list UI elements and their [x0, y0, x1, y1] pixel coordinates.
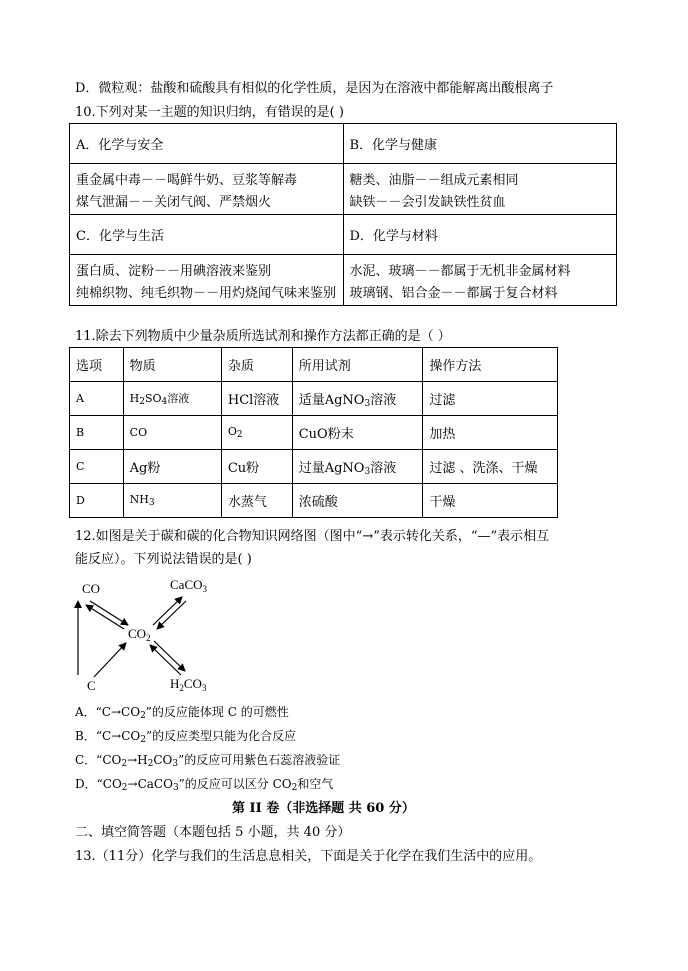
q11-row-d [70, 484, 558, 518]
q11-b-method: 加热 [423, 416, 558, 450]
q11-header-option: 选项 [70, 348, 124, 382]
q11-header-reagent: 所用试剂 [292, 348, 423, 382]
q11-c-substance: Ag粉 [123, 450, 221, 484]
q9-option-d: D．微粒观：盐酸和硫酸具有相似的化学性质，是因为在溶液中都能解离出酸根离子 [75, 81, 554, 96]
q10-b-line2: 缺铁－－会引发缺铁性贫血 [349, 195, 506, 210]
q11-a-substance: $H_2SO_4$溶液 [123, 382, 221, 416]
q10-d-line2: 玻璃钢、铝合金－－都属于复合材料 [349, 286, 558, 301]
q11-c-impurity: Cu粉 [221, 450, 292, 484]
section2-title: 第 II 卷（非选择题 共 60 分） [232, 801, 415, 816]
q11-b-impurity: $O_2$ [221, 416, 292, 450]
q10-cell-d-title: D．化学与材料 [343, 215, 617, 255]
arrow-co2-to-h2co3 [154, 641, 185, 671]
q11-b-reagent: CuO粉末 [292, 416, 423, 450]
q10-cell-b-title: B．化学与健康 [343, 124, 617, 164]
q12-option-b: B．“$C\to CO_2$”的反应类型只能为化合反应 [75, 729, 297, 745]
section2-part-heading: 二、填空简答题（本题包括 5 小题，共 40 分） [75, 825, 351, 840]
q11-d-method: 干燥 [423, 484, 558, 518]
q12-option-a: A．“$C\to CO_2$”的反应能体现 C 的可燃性 [75, 705, 289, 721]
q10-cell-a-title: A．化学与安全 [70, 124, 344, 164]
q11-row-a [70, 382, 558, 416]
q10-b-line1: 糖类、油脂－－组成元素相同 [349, 173, 519, 188]
q11-table [69, 347, 558, 518]
arrow-co2-to-co [86, 605, 124, 629]
q10-cell-d-body [343, 255, 617, 306]
q10-stem: 10.下列对某一主题的知识归纳，有错误的是( ) [75, 105, 344, 120]
node-c: C [87, 678, 96, 693]
q12-option-c: C．“$CO_2\to H_2CO_3$”的反应可用紫色石蕊溶液验证 [75, 753, 341, 769]
q12-stem-line2: 能反应）。下列说法错误的是( ) [75, 552, 252, 567]
arrow-co2-to-caco3 [153, 597, 182, 625]
q11-a-impurity: HCl溶液 [221, 382, 292, 416]
q11-d-substance: $NH_3$ [123, 484, 221, 518]
node-caco3: CaCO$_3$ [170, 577, 207, 594]
q12-stem-line1: 12.如图是关于碳和碳的化合物知识网络图（图中“→”表示转化关系，“—”表示相互 [75, 529, 550, 544]
q10-cell-b-body [343, 164, 617, 215]
arrow-h2co3-to-co2 [150, 645, 181, 675]
q11-c-reagent: 过量AgNO$_3$溶液 [292, 450, 423, 484]
q11-row-c [70, 450, 558, 484]
q11-a-reagent: 适量AgNO$_3$溶液 [292, 382, 423, 416]
q10-cell-c-body [70, 255, 344, 306]
node-co: CO [82, 581, 101, 596]
q10-a-line2: 煤气泄漏－－关闭气阀、严禁烟火 [76, 195, 272, 210]
q11-b-substance: CO [123, 416, 221, 450]
arrow-caco3-to-co2 [157, 601, 186, 629]
arrow-co-to-co2 [90, 601, 128, 625]
q11-row-b [70, 416, 558, 450]
q10-c-line1: 蛋白质、淀粉－－用碘溶液来鉴别 [76, 264, 272, 279]
q11-a-method: 过滤 [423, 382, 558, 416]
q11-d-reagent: 浓硫酸 [292, 484, 423, 518]
q10-cell-c-title: C．化学与生活 [70, 215, 344, 255]
node-co2: $CO_2$ [128, 626, 151, 643]
q10-cell-a-body [70, 164, 344, 215]
q11-d-option: D [70, 484, 124, 518]
q10-c-line2: 纯棉织物、纯毛织物－－用灼烧闻气味来鉴别 [76, 286, 337, 301]
q11-b-option: B [70, 416, 124, 450]
q11-stem: 11.除去下列物质中少量杂质所选试剂和操作方法都正确的是（ ） [75, 329, 451, 344]
q12-option-d: D．“$CO_2\to CaCO_3$”的反应可以区分 $CO_2$和空气 [75, 777, 334, 793]
q11-header-substance: 物质 [123, 348, 221, 382]
carbon-network-diagram [60, 573, 240, 698]
q11-d-impurity: 水蒸气 [221, 484, 292, 518]
q10-table [69, 123, 617, 306]
q10-d-line1: 水泥、玻璃－－都属于无机非金属材料 [349, 264, 571, 279]
q10-a-line1: 重金属中毒－－喝鲜牛奶、豆浆等解毒 [76, 173, 298, 188]
q11-header-impurity: 杂质 [221, 348, 292, 382]
q11-c-method: 过滤 、洗涤、干燥 [423, 450, 558, 484]
q11-a-option: A [70, 382, 124, 416]
arrow-c-to-co2 [94, 643, 126, 677]
q13-stem: 13.（11分）化学与我们的生活息息相关，下面是关于化学在我们生活中的应用。 [75, 849, 542, 864]
q11-c-option: C [70, 450, 124, 484]
q11-header-method: 操作方法 [423, 348, 558, 382]
node-h2co3: $H_2CO_3$ [170, 676, 207, 693]
